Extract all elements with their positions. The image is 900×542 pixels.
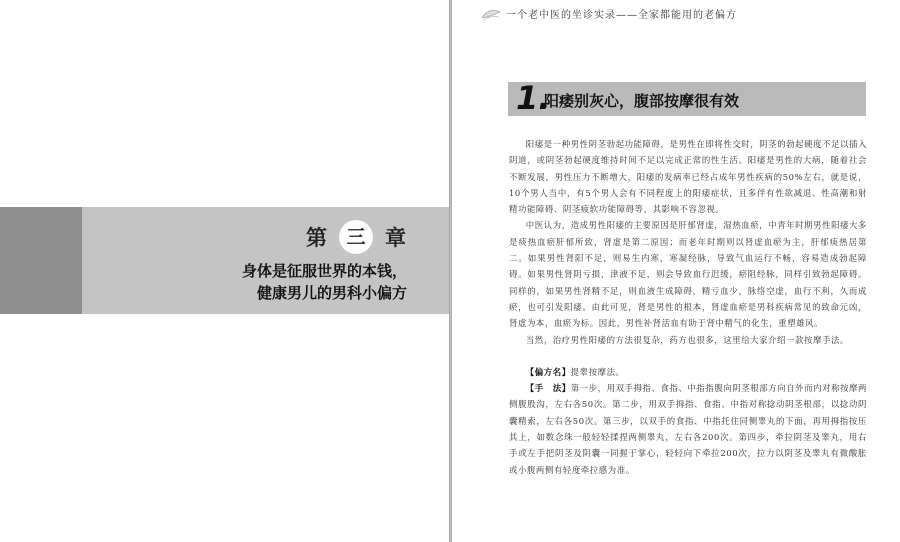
body-text xyxy=(509,136,867,478)
chapter-subtitle-line1: 身体是征服世界的本钱， xyxy=(241,262,407,280)
chapter-band-accent xyxy=(0,207,82,314)
chapter-prefix: 第 xyxy=(306,226,327,250)
left-page xyxy=(0,0,449,542)
chapter-heading xyxy=(306,219,406,255)
running-head xyxy=(480,6,737,21)
formula-name xyxy=(509,364,867,380)
section-title: 阳痿别灰心，腹部按摩很有效 xyxy=(544,92,740,110)
chapter-suffix: 章 xyxy=(385,226,406,250)
paragraph-1: 阳痿是一种男性阴茎勃起功能障碍，是男性在即将性交时，阴茎的勃起硬度不足以插入阴道，或阴茎勃起硬度维持时间不足以完成正常的性生活。阳痿是男性的大病，随着社会不断发展，男性压力不断增大，阳痿的发病率已经占成年男性疾病的50%左右，就是说，10个男人当中，有5个男人会有不同程度上的阳痿症状，且多伴有性欲减退、性高潮和射精功能障碍、阴茎疲软功能障碍等，其影响不容忽视。 xyxy=(509,139,867,215)
leaf-ornament-icon xyxy=(480,7,502,21)
chapter-number-badge: 三 xyxy=(339,220,373,254)
section-number: 1. xyxy=(516,79,551,117)
formula-name-label: 【偏方名】 xyxy=(525,366,571,377)
section-heading xyxy=(508,79,866,117)
chapter-subtitle xyxy=(242,260,407,304)
right-page xyxy=(452,0,900,542)
chapter-subtitle-line2: 健康男儿的男科小偏方 xyxy=(256,284,407,302)
formula-method-label: 【手 法】 xyxy=(525,383,571,394)
paragraph-3: 当然，治疗男性阳痿的方法很复杂，药方也很多，这里给大家介绍一款按摩手法。 xyxy=(525,334,849,345)
formula-name-value: 提睾按摩法。 xyxy=(570,366,625,377)
formula-method xyxy=(509,380,867,478)
running-head-text: 一个老中医的坐诊实录——全家都能用的老偏方 xyxy=(506,10,737,21)
chapter-band xyxy=(0,207,449,314)
formula-method-value: 第一步，用双手拇指、食指、中指指腹向阴茎根部方向自外而内对称按摩两侧腹股沟，左右各50次。第二步，用双手拇指、食指、中指对称捻动阴茎根部，以捻动阴囊精索，左右各50次。第三步，以双手的食指、中指托住同侧睾丸的下面，再用拇指按压其上，如数念珠一般轻轻揉捏两侧睾丸，左右各200次。第四步，牵拉阴茎及睾丸，用右手或左手把阴茎及阴囊一同握于掌心，轻轻向下牵拉200次，拉力以阴茎及睾丸有微酸胀或小腹两侧有轻度牵拉感为准。 xyxy=(509,383,867,475)
paragraph-2: 中医认为，造成男性阳痿的主要原因是肝郁肾虚，湿热血瘀，中青年时期男性阳痿大多是痰热血瘀肝郁所致，肾虚是第二原因；而老年时期则以肾虚血瘀为主，肝郁痰热居第二。如果男性肾阳不足，则易生内寒，寒凝经脉，导致气血运行不畅，容易造成勃起障碍。如果男性肾阴亏损，津液不足，则会导致血行迟缓，瘀阻经脉，同样引致勃起障碍。同样的，如果男性肾精不足，则血液生成障碍，精亏血少，脉络空虚，血行不利，久而成瘀，也可引发阳痿。由此可见，肾是男性的根本，肾虚血瘀是男科疾病常见的致命元凶，肾虚为本，血瘀为标。因此，男性补肾活血有助于肾中精气的化生，重塑雄风。 xyxy=(509,220,867,329)
